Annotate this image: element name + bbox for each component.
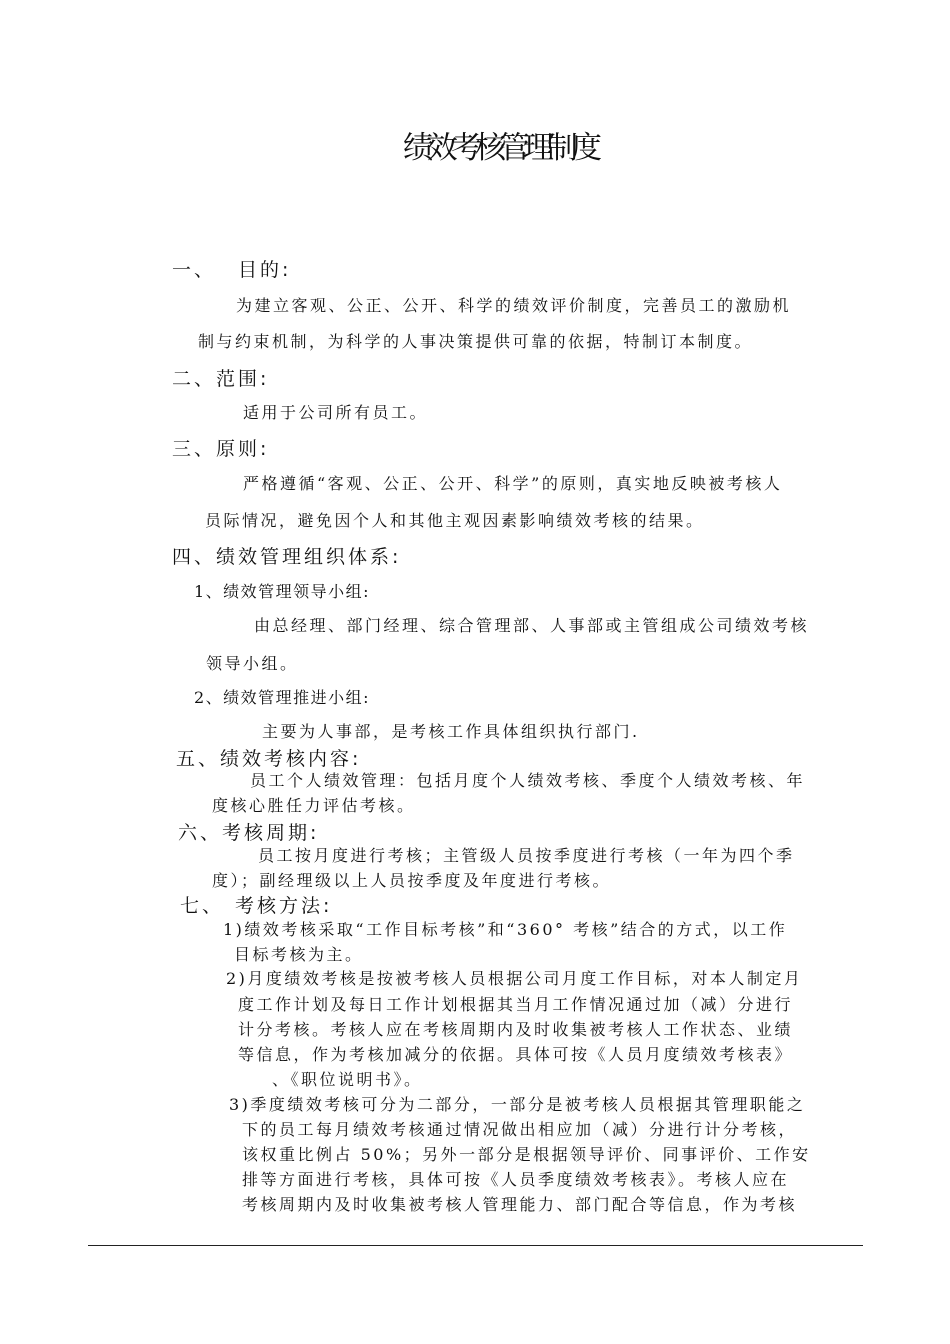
section-3-text-line2: 员际情况，避免因个人和其他主观因素影响绩效考核的结果。 xyxy=(205,511,705,530)
section-7-heading: 考核方法: xyxy=(235,895,333,917)
section-6-text-line1: 员工按月度进行考核；主管级人员按季度进行考核（一年为四个季 xyxy=(258,846,795,865)
method-2-line1: 2)月度绩效考核是按被考核人员根据公司月度工作目标，对本人制定月 xyxy=(226,969,803,988)
method-2-line3: 计分考核。考核人应在考核周期内及时收集被考核人工作状态、业绩 xyxy=(238,1020,794,1039)
method-3-line2: 下的员工每月绩效考核通过情况做出相应加（减）分进行计分考核， xyxy=(242,1120,798,1139)
section-4-sub1-line1: 由总经理、部门经理、综合管理部、人事部或主管组成公司绩效考核 xyxy=(254,616,810,635)
section-3-heading: 三、原则: xyxy=(172,438,270,460)
section-4-heading: 四、绩效管理组织体系: xyxy=(172,546,402,568)
method-2-line4: 等信息，作为考核加减分的依据。具体可按《人员月度绩效考核表》 xyxy=(238,1045,794,1064)
method-3-line3: 该权重比例占 50%；另外一部分是根据领导评价、同事评价、工作安 xyxy=(242,1145,811,1164)
section-5-heading: 五、绩效考核内容: xyxy=(176,748,362,770)
section-4-sub2-line1: 主要为人事部，是考核工作具体组织执行部门. xyxy=(262,722,640,741)
section-6-heading: 六、考核周期: xyxy=(178,822,320,844)
method-3-line5: 考核周期内及时收集被考核人管理能力、部门配合等信息，作为考核 xyxy=(242,1195,798,1214)
section-6-text-line2: 度）；副经理级以上人员按季度及年度进行考核。 xyxy=(212,871,612,890)
method-3-line1: 3)季度绩效考核可分为二部分，一部分是被考核人员根据其管理职能之 xyxy=(229,1095,806,1114)
section-1-text-line2: 制与约束机制，为科学的人事决策提供可靠的依据，特制订本制度。 xyxy=(198,332,754,351)
section-3-text-line1: 严格遵循“客观、公正、公开、科学”的原则，真实地反映被考核人 xyxy=(243,474,783,493)
section-4-sub2-heading: 2、绩效管理推进小组: xyxy=(194,688,371,707)
section-1-number: 一、 xyxy=(172,259,217,281)
section-5-text-line2: 度核心胜任力评估考核。 xyxy=(212,796,416,815)
method-3-line4: 排等方面进行考核，具体可按《人员季度绩效考核表》。考核人应在 xyxy=(242,1170,790,1189)
section-2-text: 适用于公司所有员工。 xyxy=(243,403,429,422)
method-2-line5: 、《职位说明书》。 xyxy=(272,1070,423,1089)
method-2-line2: 度工作计划及每日工作计划根据其当月工作情况通过加（减）分进行 xyxy=(238,995,794,1014)
section-4-sub1-line2: 领导小组。 xyxy=(206,654,299,673)
method-1-line1: 1)绩效考核采取“工作目标考核”和“360° 考核”结合的方式，以工作 xyxy=(223,920,788,939)
section-2-heading: 二、范围: xyxy=(172,368,270,390)
section-5-text-line1: 员工个人绩效管理：包括月度个人绩效考核、季度个人绩效考核、年 xyxy=(250,771,806,790)
section-1-text-line1: 为建立客观、公正、公开、科学的绩效评价制度，完善员工的激励机 xyxy=(236,296,792,315)
footer-divider xyxy=(88,1245,863,1246)
page-title: 绩效考核管理制度 xyxy=(402,130,596,166)
section-7-number: 七、 xyxy=(180,895,225,917)
method-1-line2: 目标考核为主。 xyxy=(234,945,364,964)
section-4-sub1-heading: 1、绩效管理领导小组: xyxy=(194,582,371,601)
section-1-heading: 目的: xyxy=(238,259,292,281)
